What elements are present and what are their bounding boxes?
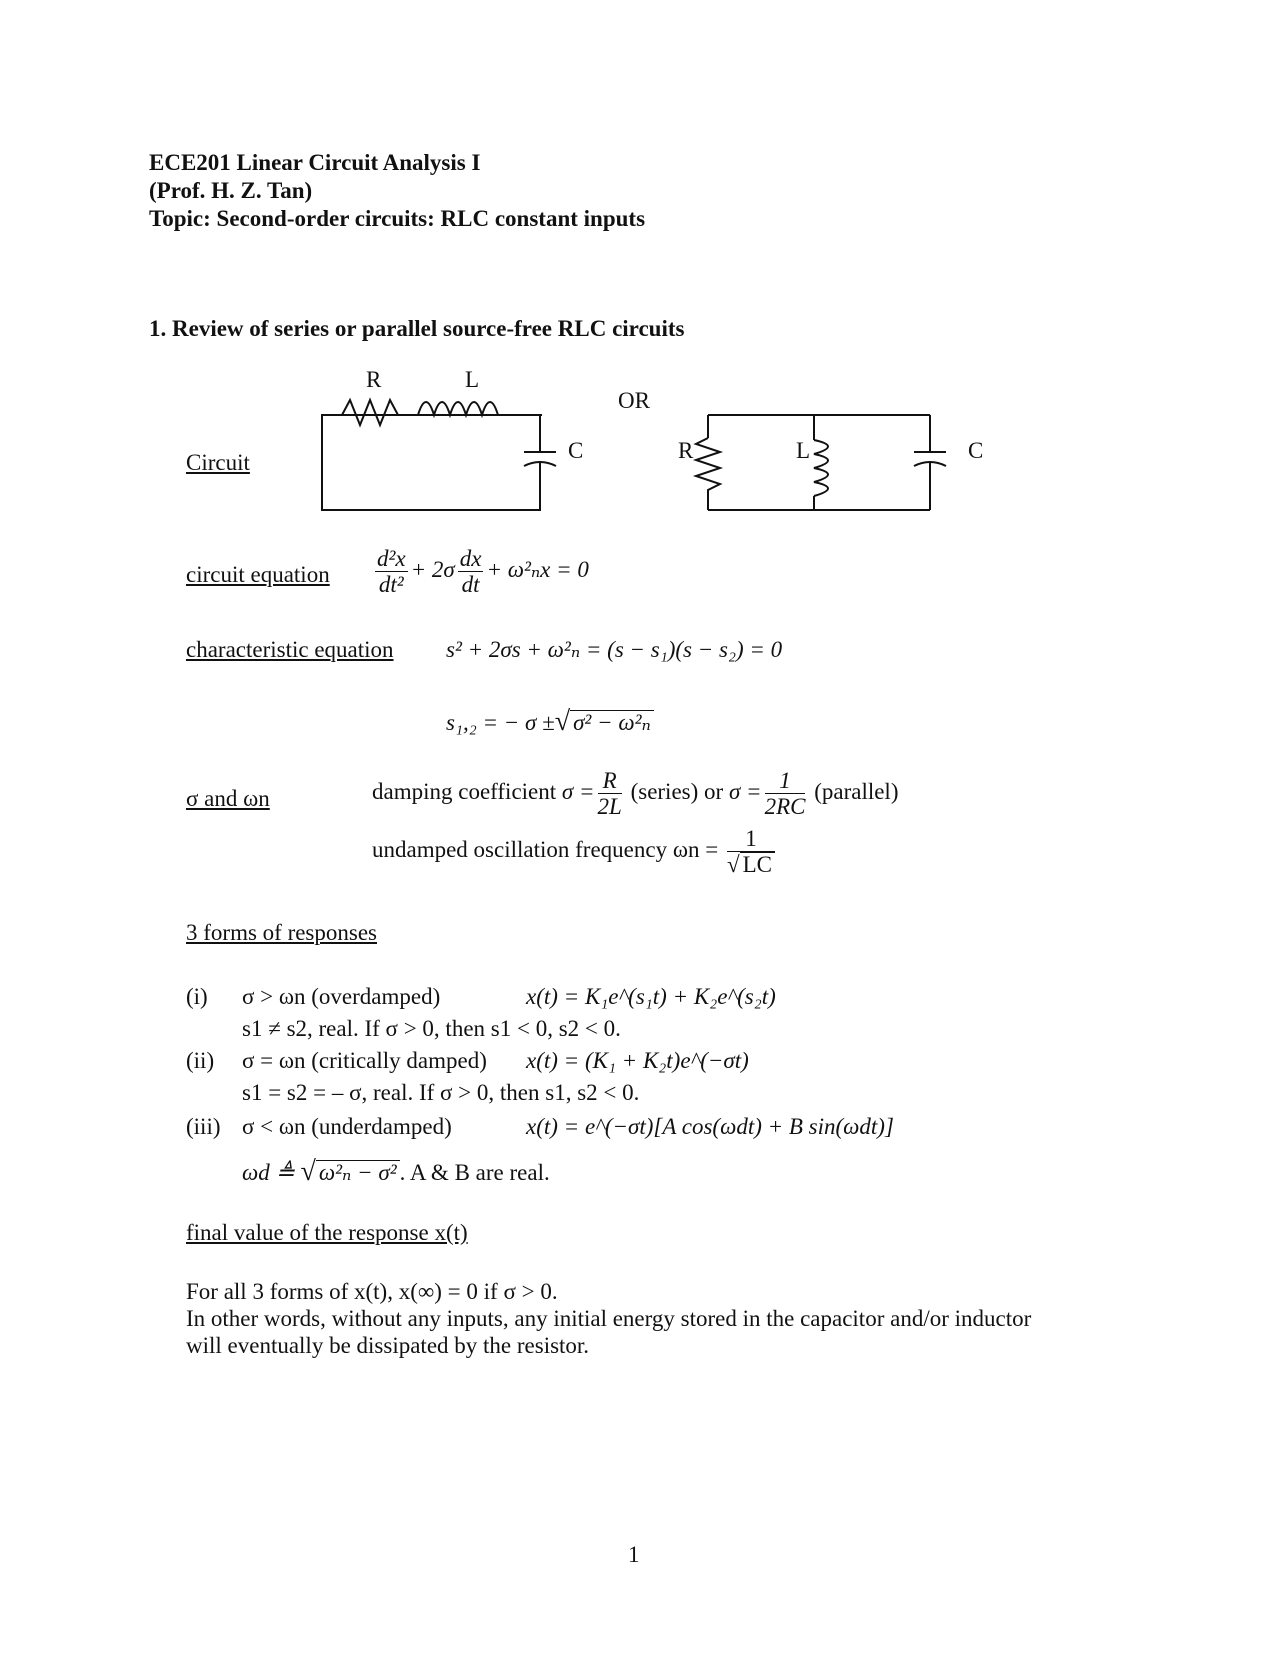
series-denominator: 2L: [597, 794, 622, 819]
final-line-3: will eventually be dissipated by the resistor.: [186, 1333, 590, 1358]
series-resistor-label: R: [366, 370, 382, 392]
course-title: ECE201 Linear Circuit Analysis I: [149, 150, 481, 175]
damping-coefficient-line: [372, 768, 898, 819]
characteristic-equation-label: characteristic equation: [186, 637, 394, 662]
undamped-frequency-line: [372, 826, 778, 877]
form-iii-expression: x(t) = e^(−σt)[A cos(ωdt) + B sin(ωdt)]: [526, 1114, 894, 1139]
characteristic-equation: s² + 2σs + ω²ₙ = (s − s₁)(s − s₂) = 0: [446, 637, 783, 662]
sigma-eq-series: σ =: [561, 778, 595, 804]
form-iii-note: . A & B are real.: [399, 1160, 550, 1185]
parallel-numerator: 1: [765, 768, 806, 794]
d2x-term: d²x: [377, 546, 406, 571]
form-i-condition: σ > ωn (overdamped): [242, 984, 441, 1009]
form-ii-condition: σ = ωn (critically damped): [242, 1048, 487, 1073]
or-label: OR: [618, 388, 650, 413]
section-heading: 1. Review of series or parallel source-free RLC circuits: [149, 316, 685, 341]
form-ii-number: (ii): [186, 1048, 215, 1073]
plus-wn2x-term: + ω²ₙx = 0: [486, 556, 589, 582]
form-ii-note: s1 = s2 = – σ, real. If σ > 0, then s1, s2 < 0.: [242, 1080, 640, 1105]
page-number: 1: [628, 1542, 640, 1567]
series-capacitor-label: C: [568, 438, 584, 463]
final-line-2: In other words, without any inputs, any initial energy stored in the capacitor and/or inductor: [186, 1306, 1032, 1331]
parallel-resistor-label: R: [678, 438, 694, 463]
plus-2sigma: + 2σ: [410, 556, 455, 582]
dx-term: dx: [459, 546, 482, 571]
omega-d-radicand: ω²ₙ − σ²: [316, 1160, 400, 1185]
form-iii-condition: σ < ωn (underdamped): [242, 1114, 452, 1139]
form-ii-expression: x(t) = (K₁ + K₂t)e^(−σt): [526, 1048, 749, 1073]
parallel-capacitor-label: C: [968, 438, 984, 463]
form-i-note: s1 ≠ s2, real. If σ > 0, then s1 < 0, s2 < 0.: [242, 1016, 621, 1041]
sigma-eq-parallel: σ =: [728, 778, 762, 804]
circuit-label: Circuit: [186, 450, 250, 475]
parallel-denominator: 2RC: [764, 794, 806, 819]
undamped-text: undamped oscillation frequency ωn =: [372, 836, 719, 862]
sqrt-icon: √: [554, 706, 571, 737]
professor-name: (Prof. H. Z. Tan): [149, 178, 313, 203]
series-inductor-label: L: [465, 370, 480, 392]
damping-text: damping coefficient: [372, 778, 557, 804]
circuit-equation-label: circuit equation: [186, 562, 330, 587]
undamped-denominator: LC: [740, 852, 775, 877]
sqrt-icon: √: [300, 1156, 316, 1187]
series-rlc-circuit: [322, 400, 946, 510]
sigma-omega-label: σ and ωn: [186, 786, 270, 811]
parallel-inductor-label: L: [796, 438, 811, 463]
final-line-1: For all 3 forms of x(t), x(∞) = 0 if σ > 0.: [186, 1279, 558, 1304]
forms-heading: 3 forms of responses: [186, 920, 377, 945]
roots-equation: [446, 706, 654, 738]
series-text: (series) or: [630, 778, 724, 804]
form-iii-definition: [242, 1156, 550, 1188]
roots-lhs: s₁,₂ = − σ ±: [446, 710, 555, 735]
topic-title: Topic: Second-order circuits: RLC constant inputs: [149, 206, 646, 231]
form-iii-number: (iii): [186, 1114, 221, 1139]
final-value-heading: final value of the response x(t): [186, 1220, 468, 1245]
roots-radicand: σ² − ω²ₙ: [570, 710, 654, 735]
undamped-numerator: 1: [727, 826, 775, 852]
dt-term: dt: [461, 572, 480, 597]
form-i-expression: x(t) = K₁e^(s₁t) + K₂e^(s₂t): [526, 984, 776, 1009]
parallel-text: (parallel): [814, 778, 899, 804]
form-i-number: (i): [186, 984, 208, 1009]
circuit-equation: [372, 546, 589, 597]
omega-d-lhs: ωd ≜: [242, 1160, 295, 1185]
dt2-term: dt²: [378, 572, 404, 597]
sqrt-icon: √: [726, 852, 740, 877]
series-numerator: R: [598, 768, 622, 794]
circuit-diagrams: [300, 370, 1020, 520]
